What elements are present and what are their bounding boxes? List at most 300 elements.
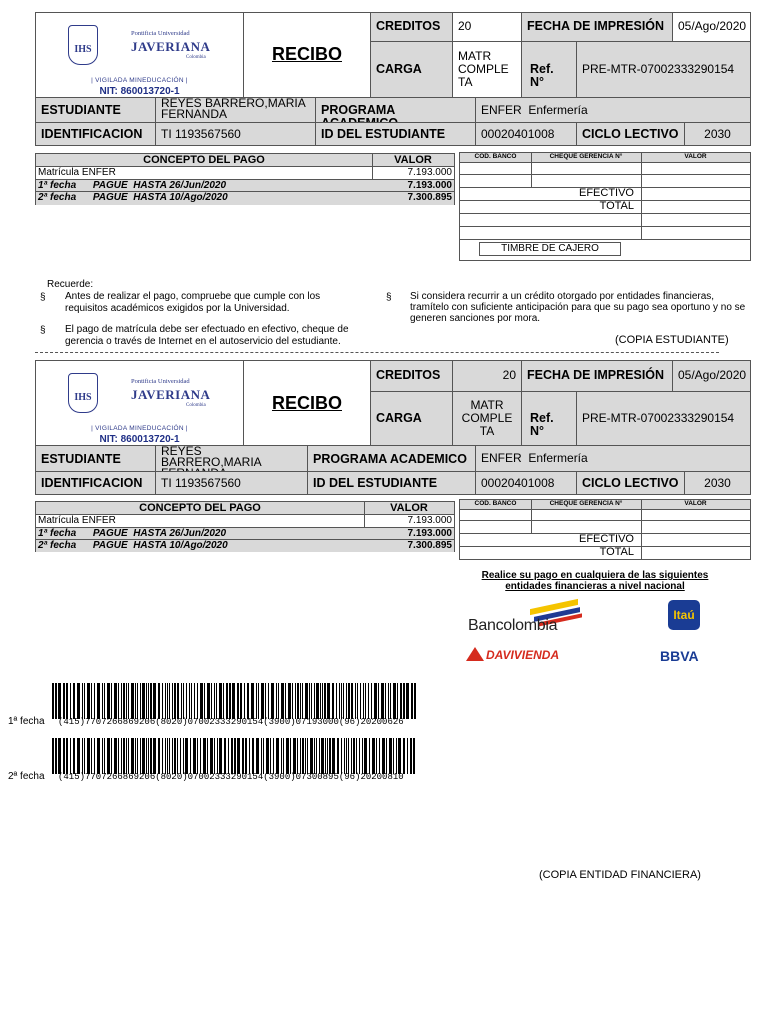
barcode-bar bbox=[102, 683, 103, 719]
barcode-bar bbox=[341, 683, 342, 719]
barcode-bar bbox=[183, 738, 184, 774]
barcode-bar bbox=[268, 683, 269, 719]
barcode-bar bbox=[240, 683, 242, 719]
barcode-bar bbox=[150, 738, 152, 774]
valor-bank-header: VALOR bbox=[684, 500, 707, 507]
barcode-bar bbox=[314, 683, 315, 719]
barcode-bar bbox=[153, 683, 156, 719]
barcode-bar bbox=[97, 738, 100, 774]
valor-bank-header: VALOR bbox=[684, 153, 707, 160]
barcode-bar bbox=[327, 738, 328, 774]
barcode-bar bbox=[413, 738, 415, 774]
barcode-bar bbox=[52, 683, 54, 719]
bbva-logo: BBVA bbox=[660, 648, 699, 664]
payment-row-concepto: Matrícula ENFER bbox=[38, 167, 116, 178]
concepto-header: CONCEPTO DEL PAGO bbox=[139, 502, 261, 514]
barcode-bar bbox=[232, 683, 235, 719]
barcode-bar bbox=[390, 683, 391, 719]
barcode-bar bbox=[167, 683, 168, 719]
barcode-bar bbox=[52, 738, 54, 774]
barcode-bar bbox=[207, 683, 210, 719]
barcode-bar bbox=[258, 683, 259, 719]
payment-row-valor: 7.193.000 bbox=[407, 528, 452, 539]
barcode-bar bbox=[123, 738, 125, 774]
id-estudiante-label: ID DEL ESTUDIANTE bbox=[315, 122, 476, 146]
barcode-bar bbox=[150, 683, 152, 719]
barcode-bar bbox=[285, 683, 286, 719]
barcode-bar bbox=[276, 683, 277, 719]
barcode-bar bbox=[290, 738, 291, 774]
barcode-bar bbox=[363, 683, 364, 719]
bancolombia-logo bbox=[468, 604, 588, 636]
barcode-bar bbox=[214, 738, 215, 774]
barcode-bar bbox=[148, 738, 149, 774]
barcode-bar bbox=[319, 738, 320, 774]
barcode-bar bbox=[169, 738, 170, 774]
recuerde-label: Recuerde: bbox=[47, 279, 94, 290]
barcode-bar bbox=[137, 683, 138, 719]
efectivo-label: EFECTIVO bbox=[578, 187, 634, 199]
barcode-bar bbox=[359, 738, 360, 774]
barcode-bar bbox=[372, 738, 375, 774]
barcode-bar bbox=[70, 738, 71, 774]
barcode-bar bbox=[336, 683, 337, 719]
ref-value: PRE-MTR-07002333290154 bbox=[576, 41, 751, 98]
barcode-bar bbox=[194, 683, 195, 719]
barcode-bar bbox=[307, 738, 308, 774]
barcode-bar bbox=[167, 738, 168, 774]
logo-box bbox=[35, 12, 244, 98]
barcode-bar bbox=[339, 683, 340, 719]
barcode-2 bbox=[52, 738, 416, 774]
barcode-bar bbox=[381, 683, 384, 719]
barcode-bar bbox=[204, 683, 205, 719]
note-1: Antes de realizar el pago, compruebe que cumple con los requisitos académicos exigidos por la Universidad. bbox=[65, 291, 321, 314]
barcode-bar bbox=[357, 683, 358, 719]
barcode-bar bbox=[385, 683, 386, 719]
barcode-bar bbox=[389, 738, 392, 774]
barcode-bar bbox=[249, 738, 250, 774]
barcode-bar bbox=[376, 738, 377, 774]
barcode-bar bbox=[237, 738, 240, 774]
barcode-bar bbox=[343, 683, 344, 719]
barcode-bar bbox=[189, 683, 190, 719]
davivienda-house-icon bbox=[466, 647, 484, 661]
barcode-bar bbox=[77, 738, 80, 774]
barcode-bar bbox=[353, 738, 355, 774]
barcode-bar bbox=[300, 683, 301, 719]
barcode-bar bbox=[128, 683, 129, 719]
carga-label: CARGA bbox=[370, 41, 453, 98]
barcode-bar bbox=[344, 738, 345, 774]
barcode-bar bbox=[351, 738, 352, 774]
barcode-bar bbox=[293, 738, 296, 774]
barcode-bar bbox=[346, 683, 347, 719]
barcode-bar bbox=[66, 683, 68, 719]
barcode-bar bbox=[374, 683, 377, 719]
barcode-bar bbox=[251, 683, 254, 719]
barcode-bar bbox=[190, 738, 191, 774]
university-name: JAVERIANA bbox=[131, 387, 211, 402]
barcode-bar bbox=[193, 738, 196, 774]
barcode-bar bbox=[214, 683, 215, 719]
barcode-bar bbox=[55, 683, 57, 719]
crest-icon bbox=[68, 373, 98, 413]
total-label: TOTAL bbox=[599, 200, 634, 212]
barcode-bar bbox=[165, 738, 166, 774]
university-name: JAVERIANA bbox=[131, 39, 211, 54]
barcode-bar bbox=[281, 683, 284, 719]
barcode-bar bbox=[261, 738, 262, 774]
barcode-bar bbox=[247, 683, 249, 719]
barcode-bar bbox=[66, 738, 68, 774]
barcode-bar bbox=[346, 738, 347, 774]
creditos-label: CREDITOS bbox=[370, 360, 453, 392]
carga-value: MATR COMPLE TA bbox=[452, 391, 522, 446]
barcode-bar bbox=[186, 683, 187, 719]
barcode-bar bbox=[297, 683, 299, 719]
barcode-bar bbox=[231, 738, 233, 774]
efectivo-label: EFECTIVO bbox=[578, 533, 634, 545]
programa-value: ENFER Enfermería bbox=[475, 97, 751, 123]
barcode-bar bbox=[396, 738, 397, 774]
barcode-bar bbox=[406, 683, 409, 719]
barcode-bar bbox=[224, 738, 226, 774]
bullet-icon: § bbox=[40, 325, 46, 336]
university-line1: Pontificia Universidad bbox=[131, 30, 190, 37]
payment-row-valor: 7.193.000 bbox=[407, 180, 452, 191]
barcode-bar bbox=[226, 683, 228, 719]
barcode-bar bbox=[203, 738, 206, 774]
barcode-bar bbox=[356, 738, 357, 774]
barcode-bar bbox=[142, 683, 145, 719]
payment-row-concepto: 2ª fecha PAGUE HASTA 10/Ago/2020 bbox=[38, 192, 228, 203]
barcode-bar bbox=[242, 738, 244, 774]
recibo-title: RECIBO bbox=[271, 393, 342, 413]
barcode-bar bbox=[278, 683, 279, 719]
barcode-bar bbox=[378, 683, 379, 719]
barcode-bar bbox=[302, 683, 303, 719]
barcode-bar bbox=[321, 738, 324, 774]
barcode-bar bbox=[263, 738, 264, 774]
barcode-label: 1ª fecha bbox=[8, 716, 45, 727]
barcode-bar bbox=[393, 683, 396, 719]
barcode-text: (415)7707266869206(8020)07002333290154(3900)07193000(96)20200626 bbox=[58, 717, 404, 727]
barcode-bar bbox=[104, 738, 105, 774]
barcode-bar bbox=[142, 738, 145, 774]
barcode-bar bbox=[351, 683, 353, 719]
nit-text: NIT: 860013720-1 bbox=[99, 434, 180, 445]
barcode-bar bbox=[379, 738, 380, 774]
barcode-bar bbox=[140, 738, 141, 774]
barcode-bar bbox=[286, 738, 289, 774]
barcode-bar bbox=[337, 738, 339, 774]
barcode-bar bbox=[300, 738, 301, 774]
identificacion-label: IDENTIFICACION bbox=[35, 471, 156, 495]
identificacion-label: IDENTIFICACION bbox=[35, 122, 156, 146]
barcode-bar bbox=[70, 683, 71, 719]
barcode-bar bbox=[276, 738, 279, 774]
barcode-bar bbox=[191, 683, 192, 719]
barcode-bar bbox=[174, 738, 176, 774]
barcode-bar bbox=[266, 738, 269, 774]
barcode-bar bbox=[305, 738, 306, 774]
barcode-bar bbox=[126, 738, 127, 774]
ciclo-value: 2030 bbox=[684, 471, 751, 495]
barcode-bar bbox=[77, 683, 80, 719]
davivienda-text: DAVIVIENDA bbox=[486, 648, 560, 662]
fecha-impresion-value: 05/Ago/2020 bbox=[672, 12, 751, 42]
barcode-bar bbox=[73, 738, 75, 774]
cod-banco-header: COD. BANCO bbox=[474, 153, 517, 160]
barcode-bar bbox=[97, 683, 100, 719]
barcode-bar bbox=[183, 683, 184, 719]
barcode-bar bbox=[91, 683, 92, 719]
barcode-bar bbox=[271, 683, 274, 719]
barcode-bar bbox=[94, 738, 95, 774]
barcode-bar bbox=[256, 683, 257, 719]
barcode-bar bbox=[197, 683, 198, 719]
barcode-bar bbox=[310, 738, 313, 774]
barcode-1 bbox=[52, 683, 416, 719]
creditos-value: 20 bbox=[452, 360, 522, 392]
barcode-bar bbox=[123, 683, 125, 719]
barcode-bar bbox=[185, 738, 188, 774]
barcode-bar bbox=[104, 683, 105, 719]
barcode-bar bbox=[162, 683, 163, 719]
barcode-bar bbox=[210, 738, 213, 774]
copia-entidad: (COPIA ENTIDAD FINANCIERA) bbox=[539, 869, 701, 881]
barcode-bar bbox=[295, 683, 296, 719]
bancolombia-text: Bancolombia bbox=[468, 617, 558, 634]
barcode-bar bbox=[58, 683, 61, 719]
note-2: El pago de matrícula debe ser efectuado en efectivo, cheque de gerencia o través de Internet en el autoservicio del estudiante. bbox=[65, 324, 349, 347]
banks-info-line2: entidades financieras a nivel nacional bbox=[505, 581, 685, 592]
university-country: Colombia bbox=[186, 55, 206, 60]
barcode-bar bbox=[316, 683, 319, 719]
barcode-bar bbox=[146, 738, 147, 774]
barcode-bar bbox=[398, 738, 401, 774]
programa-label: PROGRAMA ACADEMICO bbox=[307, 445, 476, 472]
payment-table bbox=[35, 501, 455, 552]
barcode-bar bbox=[273, 738, 274, 774]
barcode-bar bbox=[200, 738, 201, 774]
barcode-bar bbox=[140, 683, 141, 719]
barcode-bar bbox=[407, 738, 408, 774]
barcode-bar bbox=[114, 683, 117, 719]
barcode-bar bbox=[237, 683, 239, 719]
payment-row-valor: 7.300.895 bbox=[407, 540, 452, 551]
davivienda-logo bbox=[466, 647, 586, 665]
barcode-bar bbox=[348, 738, 349, 774]
carga-value: MATR COMPLE TA bbox=[452, 41, 522, 98]
barcode-bar bbox=[322, 683, 323, 719]
barcode-bar bbox=[55, 738, 57, 774]
barcode-bar bbox=[411, 683, 413, 719]
barcode-bar bbox=[327, 683, 330, 719]
barcode-bar bbox=[128, 738, 129, 774]
nit-text: NIT: 860013720-1 bbox=[99, 86, 180, 97]
recibo-title-box bbox=[243, 360, 371, 446]
crest-icon bbox=[68, 25, 98, 65]
barcode-bar bbox=[305, 683, 308, 719]
bank-table bbox=[459, 499, 751, 560]
barcode-bar bbox=[162, 738, 163, 774]
barcode-bar bbox=[400, 683, 402, 719]
barcode-bar bbox=[265, 683, 266, 719]
barcode-bar bbox=[245, 738, 247, 774]
barcode-bar bbox=[197, 738, 198, 774]
barcode-bar bbox=[172, 738, 173, 774]
barcode-bar bbox=[386, 738, 387, 774]
barcode-bar bbox=[153, 738, 156, 774]
barcode-bar bbox=[223, 683, 224, 719]
fecha-impresion-label: FECHA DE IMPRESIÓN bbox=[521, 360, 673, 392]
barcode-bar bbox=[158, 683, 160, 719]
barcode-bar bbox=[180, 738, 181, 774]
ref-label: Ref. N° bbox=[521, 391, 577, 446]
barcode-bar bbox=[146, 683, 147, 719]
barcode-bar bbox=[320, 683, 321, 719]
bullet-icon: § bbox=[40, 292, 46, 303]
barcode-bar bbox=[111, 738, 112, 774]
payment-row-concepto: 2ª fecha PAGUE HASTA 10/Ago/2020 bbox=[38, 540, 228, 551]
barcode-bar bbox=[91, 738, 92, 774]
programa-label: PROGRAMA bbox=[315, 97, 476, 123]
barcode-bar bbox=[73, 683, 75, 719]
barcode-bar bbox=[364, 738, 367, 774]
barcode-bar bbox=[82, 738, 83, 774]
barcode-bar bbox=[368, 683, 369, 719]
barcode-bar bbox=[393, 738, 394, 774]
ciclo-label: CICLO LECTIVO bbox=[576, 471, 685, 495]
banks-info-line1: Realice su pago en cualquiera de las siguientes bbox=[481, 570, 709, 581]
payment-row-concepto: Matrícula ENFER bbox=[38, 515, 116, 526]
estudiante-value: REYES BARRERO,MARIA bbox=[155, 445, 308, 472]
bank-table bbox=[459, 152, 751, 261]
barcode-bar bbox=[137, 738, 138, 774]
fecha-impresion-value: 05/Ago/2020 bbox=[672, 360, 751, 392]
total-label: TOTAL bbox=[599, 546, 634, 558]
cheque-header: CHEQUE GERENCIA N° bbox=[549, 153, 623, 160]
note-3: Si considera recurrir a un crédito otorgado por entidades financieras, tramítelo con suficiente anticipación para que su pago sea oportuno y no se generen sanciones por mora. bbox=[410, 291, 746, 324]
id-estudiante-value: 00020401008 bbox=[475, 471, 577, 495]
payment-row-concepto: 1ª fecha PAGUE HASTA 26/Jun/2020 bbox=[38, 528, 227, 539]
barcode-bar bbox=[309, 683, 310, 719]
barcode-bar bbox=[63, 683, 65, 719]
barcode-bar bbox=[219, 738, 222, 774]
barcode-bar bbox=[348, 683, 350, 719]
university-line1: Pontificia Universidad bbox=[131, 378, 190, 385]
identificacion-value: TI 1193567560 bbox=[155, 122, 316, 146]
barcode-bar bbox=[403, 683, 405, 719]
vigilada-text: | VIGILADA MINEDUCACIÓN | bbox=[91, 425, 188, 432]
id-estudiante-value: 00020401008 bbox=[475, 122, 577, 146]
barcode-bar bbox=[324, 683, 326, 719]
barcode-bar bbox=[270, 738, 271, 774]
barcode-bar bbox=[172, 683, 173, 719]
barcode-bar bbox=[382, 738, 385, 774]
barcode-bar bbox=[217, 738, 218, 774]
barcode-bar bbox=[355, 683, 356, 719]
barcode-bar bbox=[58, 738, 61, 774]
barcode-bar bbox=[256, 738, 259, 774]
barcode-bar bbox=[207, 738, 208, 774]
payment-row-valor: 7.193.000 bbox=[407, 167, 452, 178]
barcode-bar bbox=[311, 683, 312, 719]
barcode-bar bbox=[365, 683, 366, 719]
barcode-bar bbox=[126, 683, 127, 719]
valor-header: VALOR bbox=[394, 154, 432, 166]
barcode-bar bbox=[281, 738, 282, 774]
barcode-bar bbox=[252, 738, 254, 774]
barcode-text: (415)7707266869206(8020)07002333290154(3900)07300895(96)20200810 bbox=[58, 772, 404, 782]
barcode-bar bbox=[121, 683, 122, 719]
barcode-bar bbox=[261, 683, 264, 719]
barcode-bar bbox=[302, 738, 304, 774]
barcode-bar bbox=[114, 738, 117, 774]
cheque-header: CHEQUE GERENCIA N° bbox=[549, 500, 623, 507]
crest-text: IHS bbox=[74, 392, 92, 403]
barcode-bar bbox=[329, 738, 331, 774]
id-estudiante-label: ID DEL ESTUDIANTE bbox=[307, 471, 476, 495]
estudiante-label: ESTUDIANTE bbox=[35, 97, 156, 123]
payment-row-valor: 7.300.895 bbox=[407, 192, 452, 203]
barcode-bar bbox=[94, 683, 95, 719]
logo-box bbox=[35, 360, 244, 446]
barcode-bar bbox=[177, 738, 178, 774]
barcode-bar bbox=[292, 683, 293, 719]
payment-table bbox=[35, 153, 455, 205]
vigilada-text: | VIGILADA MINEDUCACIÓN | bbox=[91, 77, 188, 84]
barcode-bar bbox=[135, 738, 136, 774]
payment-row-valor: 7.193.000 bbox=[407, 515, 452, 526]
barcode-bar bbox=[362, 738, 363, 774]
itau-logo bbox=[668, 600, 700, 630]
recibo-title: RECIBO bbox=[271, 44, 342, 64]
barcode-bar bbox=[131, 738, 134, 774]
barcode-bar bbox=[107, 738, 110, 774]
barcode-bar bbox=[410, 738, 412, 774]
barcode-bar bbox=[388, 683, 389, 719]
ciclo-value: 2030 bbox=[684, 122, 751, 146]
barcode-bar bbox=[121, 738, 122, 774]
barcode-bar bbox=[228, 738, 229, 774]
barcode-bar bbox=[216, 683, 217, 719]
barcode-bar bbox=[360, 683, 361, 719]
barcode-bar bbox=[111, 683, 112, 719]
barcode-bar bbox=[332, 683, 334, 719]
barcode-bar bbox=[316, 738, 317, 774]
barcode-bar bbox=[84, 683, 85, 719]
timbre-cajero: TIMBRE DE CAJERO bbox=[479, 242, 621, 256]
cod-banco-header: COD. BANCO bbox=[474, 500, 517, 507]
barcode-bar bbox=[288, 683, 291, 719]
barcode-bar bbox=[403, 738, 405, 774]
barcode-bar bbox=[414, 683, 416, 719]
itau-text: Itaú bbox=[673, 608, 695, 622]
barcode-bar bbox=[135, 683, 136, 719]
ref-label: Ref. N° bbox=[521, 41, 577, 98]
banks-info bbox=[460, 570, 730, 592]
barcode-bar bbox=[177, 683, 179, 719]
barcode-bar bbox=[158, 738, 160, 774]
barcode-bar bbox=[148, 683, 149, 719]
estudiante-value: REYES BARRERO,MARIA FERNANDA bbox=[155, 97, 316, 123]
barcode-bar bbox=[107, 683, 110, 719]
estudiante-label: ESTUDIANTE bbox=[35, 445, 156, 472]
ref-value: PRE-MTR-07002333290154 bbox=[576, 391, 751, 446]
